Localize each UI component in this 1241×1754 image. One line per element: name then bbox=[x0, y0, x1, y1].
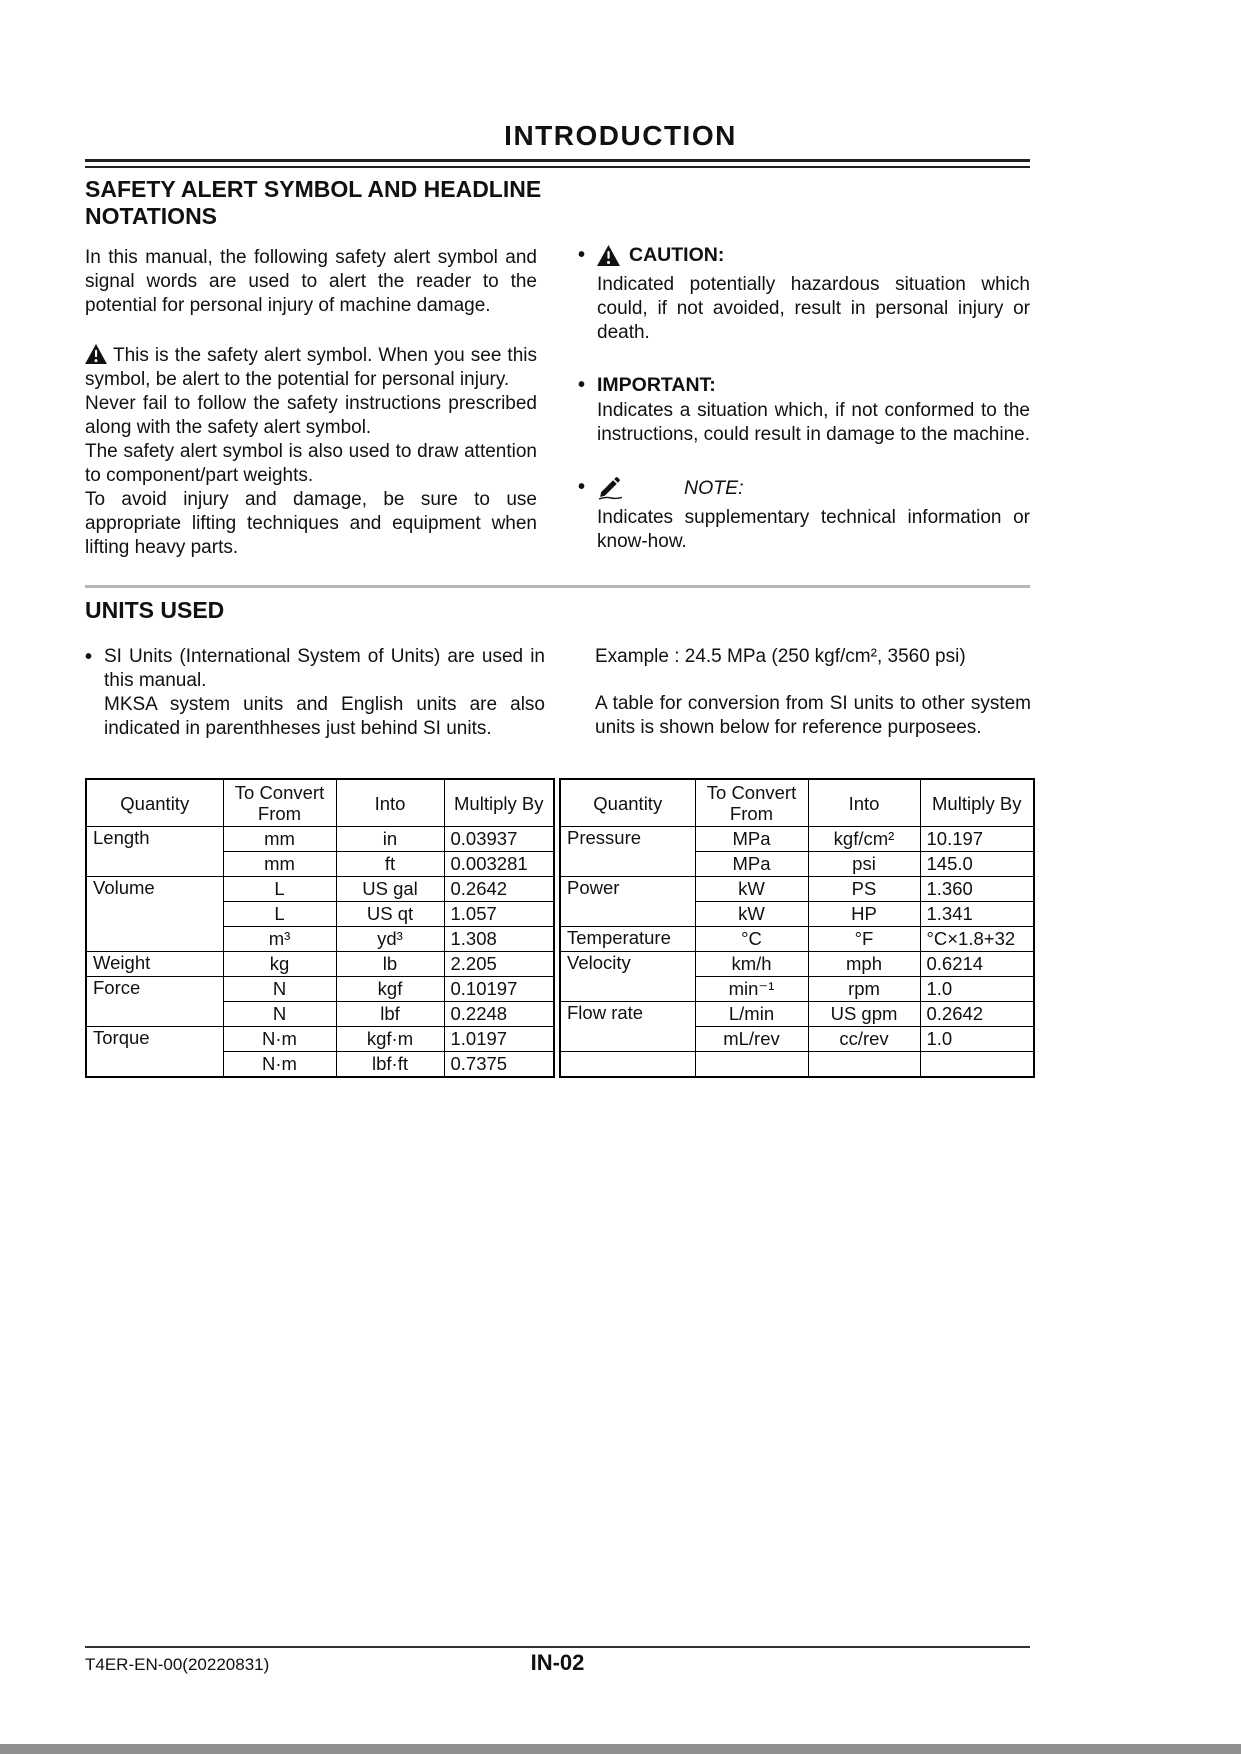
cell-multiply: 0.10197 bbox=[444, 977, 554, 1002]
note-bullet bbox=[578, 475, 1030, 554]
cell-from: °C bbox=[695, 927, 808, 952]
cell-into: psi bbox=[808, 852, 920, 877]
cell-multiply: 145.0 bbox=[920, 852, 1034, 877]
cell-from: N·m bbox=[223, 1027, 336, 1052]
caution-alert-icon bbox=[597, 245, 620, 266]
cell-multiply: °C×1.8+32 bbox=[920, 927, 1034, 952]
note-pencil-icon bbox=[597, 475, 624, 500]
page-bottom-edge bbox=[0, 1744, 1241, 1754]
cell-multiply: 1.0 bbox=[920, 977, 1034, 1002]
cell-multiply: 0.003281 bbox=[444, 852, 554, 877]
cell-into: cc/rev bbox=[808, 1027, 920, 1052]
safety-alert-icon bbox=[85, 344, 107, 364]
cell-from: MPa bbox=[695, 827, 808, 852]
cell-multiply: 1.057 bbox=[444, 902, 554, 927]
cell-into: mph bbox=[808, 952, 920, 977]
cell-into: PS bbox=[808, 877, 920, 902]
conversion-table-left bbox=[85, 778, 555, 1078]
cell-into: lb bbox=[336, 952, 444, 977]
cell-into: US gpm bbox=[808, 1002, 920, 1027]
col-header-from: To Convert From bbox=[223, 779, 336, 827]
cell-into: US qt bbox=[336, 902, 444, 927]
note-text: Indicates supplementary technical information or know-how. bbox=[597, 507, 1030, 552]
col-header-quantity: Quantity bbox=[86, 779, 223, 827]
cell-from: L bbox=[223, 877, 336, 902]
cell-quantity: Volume bbox=[86, 877, 223, 952]
cell-multiply: 1.0 bbox=[920, 1027, 1034, 1052]
units-table-note: A table for conversion from SI units to other system units is shown below for reference purposees. bbox=[595, 693, 1031, 738]
bullet-dot: • bbox=[85, 646, 93, 668]
cell-multiply: 2.205 bbox=[444, 952, 554, 977]
page-title: INTRODUCTION bbox=[504, 120, 737, 151]
cell-into: HP bbox=[808, 902, 920, 927]
safety-left-column bbox=[85, 246, 537, 560]
bullet-dot: • bbox=[578, 476, 586, 498]
alert-text-line: Never fail to follow the safety instructions prescribed along with the safety alert symbol. bbox=[85, 393, 537, 438]
cell-into: kgf bbox=[336, 977, 444, 1002]
bullet-dot: • bbox=[578, 244, 586, 266]
caution-label: CAUTION: bbox=[629, 244, 725, 266]
units-bullet bbox=[85, 645, 545, 741]
col-header-into: Into bbox=[808, 779, 920, 827]
cell-into-empty bbox=[808, 1052, 920, 1078]
safety-right-column bbox=[578, 243, 1030, 582]
cell-multiply: 1.308 bbox=[444, 927, 554, 952]
cell-into: ft bbox=[336, 852, 444, 877]
cell-from: mm bbox=[223, 827, 336, 852]
cell-into: yd³ bbox=[336, 927, 444, 952]
important-text: Indicates a situation which, if not conformed to the instructions, could result in damage to the machine. bbox=[597, 400, 1031, 445]
cell-from: N bbox=[223, 1002, 336, 1027]
cell-into: kgf/cm² bbox=[808, 827, 920, 852]
cell-into: lbf bbox=[336, 1002, 444, 1027]
cell-quantity: Temperature bbox=[560, 927, 695, 952]
cell-multiply-empty bbox=[920, 1052, 1034, 1078]
cell-from: m³ bbox=[223, 927, 336, 952]
cell-from: mm bbox=[223, 852, 336, 877]
cell-multiply: 1.360 bbox=[920, 877, 1034, 902]
units-left-column bbox=[85, 645, 545, 741]
col-header-quantity: Quantity bbox=[560, 779, 695, 827]
cell-quantity: Torque bbox=[86, 1027, 223, 1078]
col-header-multiply: Multiply By bbox=[920, 779, 1034, 827]
cell-multiply: 0.2642 bbox=[444, 877, 554, 902]
bullet-dot: • bbox=[578, 374, 586, 396]
alert-text-line: The safety alert symbol is also used to draw attention to component/part weights. bbox=[85, 441, 537, 486]
important-label: IMPORTANT: bbox=[597, 374, 716, 396]
cell-quantity: Weight bbox=[86, 952, 223, 977]
cell-into: in bbox=[336, 827, 444, 852]
cell-from: kW bbox=[695, 902, 808, 927]
cell-from: MPa bbox=[695, 852, 808, 877]
cell-into: lbf·ft bbox=[336, 1052, 444, 1078]
col-header-from: To Convert From bbox=[695, 779, 808, 827]
units-bullet-line: MKSA system units and English units are also indicated in parenthheses just behind SI units. bbox=[104, 694, 545, 739]
footer-rule bbox=[85, 1646, 1030, 1648]
cell-from: N·m bbox=[223, 1052, 336, 1078]
section-divider bbox=[85, 585, 1030, 588]
note-label: NOTE: bbox=[684, 476, 744, 499]
cell-from: L/min bbox=[695, 1002, 808, 1027]
conversion-table bbox=[85, 778, 1035, 1078]
footer-doc-code: T4ER-EN-00(20220831) bbox=[85, 1655, 270, 1674]
units-section-heading: UNITS USED bbox=[85, 597, 225, 623]
important-bullet bbox=[578, 373, 1030, 447]
title-rule bbox=[85, 159, 1030, 168]
cell-multiply: 10.197 bbox=[920, 827, 1034, 852]
col-header-multiply: Multiply By bbox=[444, 779, 554, 827]
cell-into: °F bbox=[808, 927, 920, 952]
cell-quantity: Flow rate bbox=[560, 1002, 695, 1052]
alert-text-line: To avoid injury and damage, be sure to use appropriate lifting techniques and equipment when lifting heavy parts. bbox=[85, 489, 537, 558]
units-right-column bbox=[595, 645, 1031, 740]
cell-multiply: 0.7375 bbox=[444, 1052, 554, 1078]
alert-symbol-text: This is the safety alert symbol. When you see this symbol, be alert to the potential for personal injury. bbox=[85, 345, 537, 390]
cell-quantity: Power bbox=[560, 877, 695, 927]
units-example: Example : 24.5 MPa (250 kgf/cm², 3560 psi) bbox=[595, 646, 966, 667]
cell-from: km/h bbox=[695, 952, 808, 977]
cell-from-empty bbox=[695, 1052, 808, 1078]
units-bullet-line: SI Units (International System of Units) are used in this manual. bbox=[104, 646, 545, 691]
cell-quantity: Pressure bbox=[560, 827, 695, 877]
cell-multiply: 1.341 bbox=[920, 902, 1034, 927]
cell-from: N bbox=[223, 977, 336, 1002]
safety-section-heading: SAFETY ALERT SYMBOL AND HEADLINE NOTATIONS bbox=[85, 176, 542, 229]
cell-from: kW bbox=[695, 877, 808, 902]
cell-multiply: 0.2642 bbox=[920, 1002, 1034, 1027]
cell-multiply: 0.03937 bbox=[444, 827, 554, 852]
cell-into: rpm bbox=[808, 977, 920, 1002]
cell-quantity: Force bbox=[86, 977, 223, 1027]
cell-quantity: Velocity bbox=[560, 952, 695, 1002]
col-header-into: Into bbox=[336, 779, 444, 827]
caution-text: Indicated potentially hazardous situation which could, if not avoided, result in personal injury or death. bbox=[597, 274, 1030, 343]
cell-from: mL/rev bbox=[695, 1027, 808, 1052]
cell-into: US gal bbox=[336, 877, 444, 902]
cell-multiply: 1.0197 bbox=[444, 1027, 554, 1052]
cell-from: kg bbox=[223, 952, 336, 977]
alert-symbol-paragraph bbox=[85, 344, 537, 392]
conversion-table-right bbox=[559, 778, 1035, 1078]
cell-multiply: 0.2248 bbox=[444, 1002, 554, 1027]
cell-from: L bbox=[223, 902, 336, 927]
caution-bullet bbox=[578, 243, 1030, 345]
cell-quantity-empty bbox=[560, 1052, 695, 1078]
cell-multiply: 0.6214 bbox=[920, 952, 1034, 977]
cell-into: kgf·m bbox=[336, 1027, 444, 1052]
safety-intro-paragraph: In this manual, the following safety alert symbol and signal words are used to alert the reader to the potential for personal injury of machine damage. bbox=[85, 247, 537, 316]
cell-quantity: Length bbox=[86, 827, 223, 877]
cell-from: min⁻¹ bbox=[695, 977, 808, 1002]
footer-page-number: IN-02 bbox=[530, 1650, 585, 1675]
